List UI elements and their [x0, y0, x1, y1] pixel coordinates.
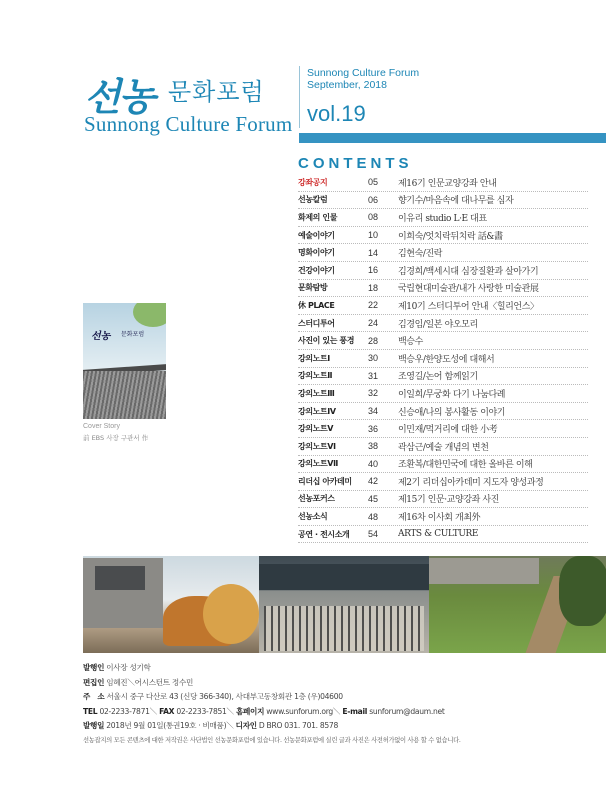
- toc-page-number: 24: [368, 318, 379, 329]
- address-value: 서울시 중구 다산로 43 (신당 366-340), 사대부고동창회관 1층 (우)04600: [106, 692, 343, 701]
- editor-label: 편집인: [83, 677, 105, 687]
- toc-category: 강의노트Ⅳ: [298, 406, 336, 416]
- toc-title: 제16기 인문교양강좌 안내: [398, 178, 497, 189]
- toc-page-number: 54: [368, 529, 379, 540]
- toc-title: 이희숙/엇치락뒤치락 話&畵: [398, 231, 503, 242]
- publisher-label: 발행인: [83, 663, 105, 672]
- editor-value: 임혜진＼어시스턴트 정수민: [106, 677, 194, 687]
- cover-logo-sub: 문화포럼: [121, 331, 145, 338]
- toc-row[interactable]: [298, 403, 588, 421]
- colophon-address: [83, 690, 593, 705]
- toc-category: 건강이야기: [298, 265, 335, 275]
- colophon: [83, 661, 593, 744]
- table-of-contents: [298, 174, 588, 543]
- toc-row[interactable]: [298, 368, 588, 386]
- toc-title: 김현숙/진락: [398, 249, 443, 260]
- toc-category: 休 PLACE: [298, 300, 335, 310]
- toc-title: 제2기 리더십아카데미 지도자 양성과정: [398, 477, 544, 488]
- toc-category: 명화이야기: [298, 248, 335, 258]
- toc-title: 제10기 스터디투어 안내〈힐리언스〉: [398, 301, 539, 312]
- homepage-link[interactable]: www.sunforum.org＼: [266, 706, 341, 716]
- toc-category: 강의노트Ⅲ: [298, 388, 335, 398]
- address-label: 주 소: [83, 692, 105, 701]
- toc-title: 이일희/무궁화 다기 나눔다례: [398, 389, 506, 400]
- toc-category: 선농칼럼: [298, 195, 328, 205]
- toc-category: 스터디투어: [298, 318, 335, 328]
- photo-building-autumn: [83, 556, 259, 653]
- homepage-label: 홈페이지: [235, 706, 265, 716]
- toc-category: 화제의 인물: [298, 212, 338, 222]
- design-value: D BRO 031. 701. 8578: [258, 721, 338, 730]
- cover-logo-text: 선농: [91, 331, 111, 342]
- toc-row[interactable]: [298, 192, 588, 210]
- cover-roof: [83, 371, 166, 419]
- cover-thumbnail: [83, 303, 166, 419]
- logo-english-text: Sunnong Culture Forum: [84, 112, 293, 136]
- toc-page-number: 06: [368, 194, 379, 205]
- toc-title: 향기수/마음속에 대나무를 심자: [398, 196, 514, 207]
- toc-category: 강의노트Ⅵ: [298, 441, 336, 451]
- toc-row[interactable]: [298, 315, 588, 333]
- toc-title: 조환복/대한민국에 대한 올바른 이해: [398, 460, 533, 471]
- masthead-logo: [84, 66, 304, 136]
- toc-row[interactable]: [298, 209, 588, 227]
- fax-value: 02-2233-7851＼: [176, 706, 234, 716]
- photo-autumn-tree-2: [203, 584, 259, 644]
- toc-row[interactable]: [298, 280, 588, 298]
- date-value: 2018년 9월 01일(통권19호 · 비매품)＼: [106, 721, 234, 730]
- issue-volume: vol.19: [307, 101, 366, 126]
- toc-category: 강의노트Ⅶ: [298, 459, 338, 469]
- colophon-contact: [83, 705, 593, 720]
- date-label: 발행일: [83, 721, 105, 730]
- toc-category: 강의노트Ⅰ: [298, 353, 330, 363]
- toc-row[interactable]: [298, 297, 588, 315]
- toc-category: 리더십 아카데미: [298, 476, 352, 486]
- toc-title: 신승애/나의 봉사활동 이야기: [398, 407, 506, 418]
- toc-title: 김경희/백세시대 심장질환과 살아가기: [398, 266, 539, 277]
- cover-credit: 前 EBS 사장 구관서 作: [83, 434, 149, 442]
- toc-page-number: 10: [368, 230, 379, 241]
- toc-category: 선농포커스: [298, 494, 335, 504]
- toc-page-number: 40: [368, 458, 379, 469]
- tel-value: 02-2233-7871＼: [99, 706, 157, 716]
- toc-row[interactable]: [298, 456, 588, 474]
- header-divider: [299, 66, 300, 128]
- publisher-value: 이사장 성기학: [106, 663, 151, 672]
- toc-title: ARTS & CULTURE: [398, 529, 479, 540]
- toc-page-number: 45: [368, 493, 379, 504]
- toc-category: 예술이야기: [298, 230, 335, 240]
- toc-category: 강의노트Ⅴ: [298, 424, 334, 434]
- toc-page-number: 38: [368, 441, 379, 452]
- logo-script-text: 선농: [84, 74, 154, 119]
- toc-title: 제15기 인문·교양강좌 사진: [398, 495, 499, 506]
- photo-school-assembly: [259, 556, 429, 653]
- toc-row[interactable]: [298, 332, 588, 350]
- email-label: E-mail: [342, 706, 368, 716]
- colophon-editor: [83, 676, 593, 691]
- photo-fortress-wall: [429, 558, 539, 584]
- tel-label: TEL: [83, 706, 98, 716]
- toc-category: 사진이 있는 풍경: [298, 336, 355, 346]
- toc-row[interactable]: [298, 350, 588, 368]
- toc-row[interactable]: [298, 385, 588, 403]
- toc-row[interactable]: [298, 227, 588, 245]
- toc-page-number: 34: [368, 406, 379, 417]
- issue-name: Sunnong Culture Forum: [307, 67, 420, 79]
- toc-title: 제16차 이사회 개최外: [398, 513, 481, 524]
- design-label: 디자인: [235, 721, 257, 730]
- toc-page-number: 30: [368, 353, 379, 364]
- photo-strip: [83, 556, 606, 653]
- copyright-notice: 선농잡지의 모든 콘텐츠에 대한 저작권은 사단법인 선농문화포럼에 있습니다. 선농문화포럼에 실린 글과 사진은 사전허가없이 사용 할 수 없습니다.: [83, 736, 461, 744]
- colophon-publisher: [83, 661, 593, 676]
- photo-building-window: [95, 566, 145, 590]
- photo-trees: [559, 556, 606, 626]
- toc-page-number: 31: [368, 370, 379, 381]
- toc-page-number: 16: [368, 265, 379, 276]
- toc-row[interactable]: [298, 262, 588, 280]
- toc-title: 조영길/논어 함께읽기: [398, 372, 478, 383]
- toc-title: 국립현대미술관/내가 사랑한 미술관展: [398, 284, 539, 295]
- toc-page-number: 14: [368, 247, 379, 258]
- colophon-date: [83, 719, 593, 734]
- toc-title: 이민재/먹거리에 대한 小考: [398, 425, 498, 436]
- toc-page-number: 36: [368, 423, 379, 434]
- header-rule: [299, 133, 606, 143]
- cover-story-label: Cover Story: [83, 423, 120, 430]
- photo-fortress-path: [429, 556, 606, 653]
- toc-row[interactable]: [298, 526, 588, 544]
- toc-page-number: 48: [368, 511, 379, 522]
- fax-label: FAX: [159, 706, 175, 716]
- toc-page-number: 18: [368, 282, 379, 293]
- toc-page-number: 22: [368, 300, 379, 311]
- issue-info: [307, 67, 419, 127]
- toc-category: 선농소식: [298, 512, 328, 522]
- toc-category: 강의노트Ⅱ: [298, 371, 333, 381]
- toc-row[interactable]: [298, 244, 588, 262]
- toc-title: 이유리 studio L·E 대표: [398, 213, 487, 224]
- toc-category: 공연 · 전시소개: [298, 529, 350, 539]
- email-link[interactable]: sunforum@daum.net: [369, 706, 445, 716]
- toc-row[interactable]: [298, 508, 588, 526]
- toc-row[interactable]: [298, 438, 588, 456]
- photo-school-roof: [259, 564, 429, 590]
- toc-title: 백승우/한양도성에 대해서: [398, 354, 495, 365]
- toc-page-number: 08: [368, 212, 379, 223]
- toc-row[interactable]: [298, 473, 588, 491]
- toc-category: 문화탐방: [298, 283, 328, 293]
- toc-row[interactable]: [298, 420, 588, 438]
- toc-page-number: 32: [368, 388, 379, 399]
- toc-page-number: 42: [368, 476, 379, 487]
- toc-page-number: 05: [368, 177, 379, 188]
- toc-title: 김경임/일본 야오모리: [398, 319, 478, 330]
- photo-crowd: [264, 606, 424, 651]
- toc-category: 강좌공지: [298, 177, 328, 187]
- toc-page-number: 28: [368, 335, 379, 346]
- toc-title: 곽삼근/예술 개념의 변천: [398, 442, 489, 453]
- logo-korean-text: 문화포럼: [168, 78, 265, 106]
- toc-title: 백승수: [398, 337, 423, 348]
- toc-row[interactable]: [298, 174, 588, 192]
- toc-row[interactable]: [298, 491, 588, 509]
- issue-date: September, 2018: [307, 79, 387, 91]
- contents-heading: CONTENTS: [298, 155, 413, 172]
